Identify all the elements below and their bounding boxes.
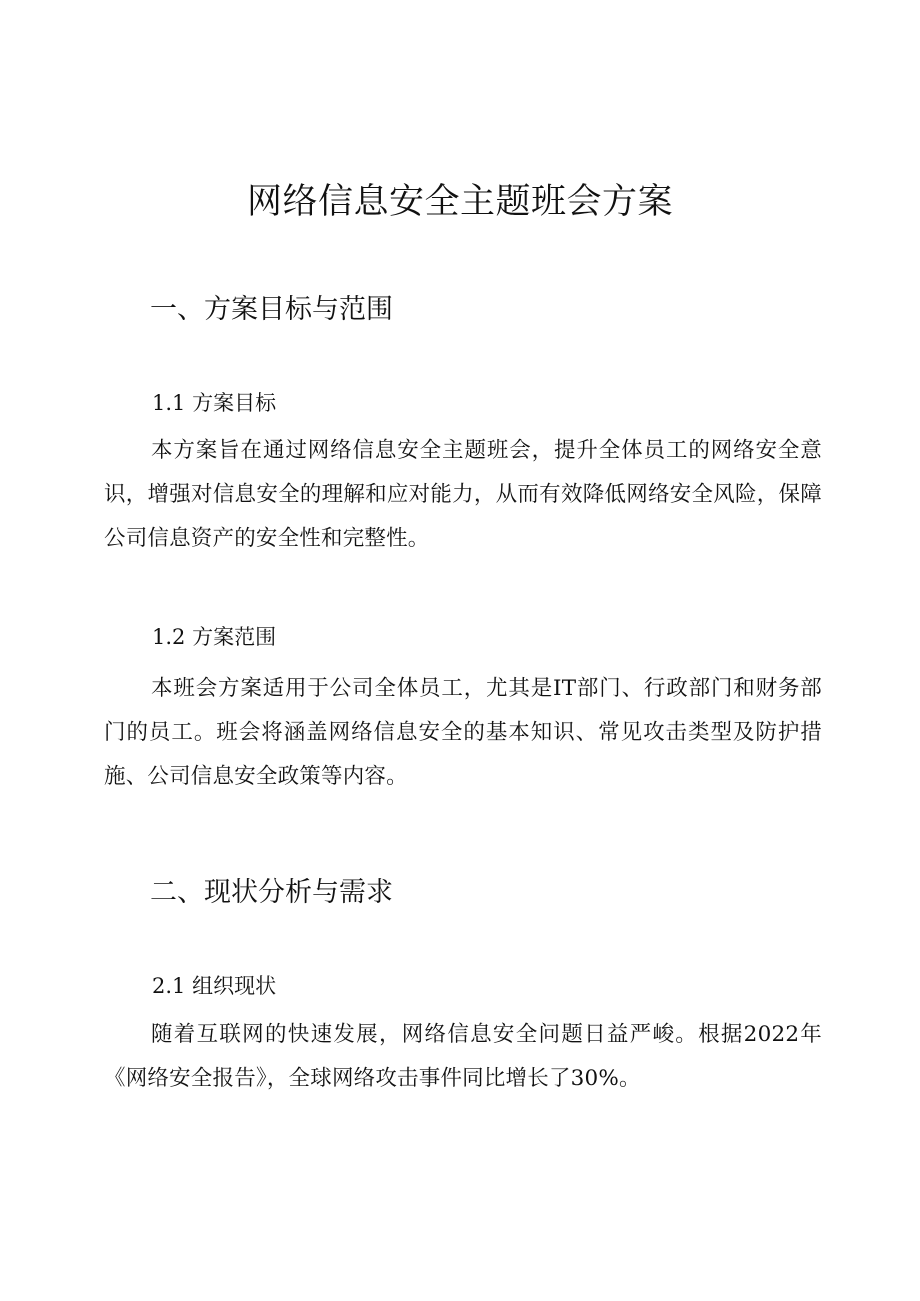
- subsection-heading-2-1: 2.1 组织现状: [152, 974, 277, 998]
- document-title: 网络信息安全主题班会方案: [246, 182, 673, 222]
- section-heading-1: 一、方案目标与范围: [150, 294, 393, 325]
- paragraph-2-1: 随着互联网的快速发展，网络信息安全问题日益严峻。根据2022年《网络安全报告》，全球网络攻击事件同比增长了30%。: [104, 1022, 822, 1091]
- paragraph-1-1: 本方案旨在通过网络信息安全主题班会，提升全体员工的网络安全意识，增强对信息安全的理解和应对能力，从而有效降低网络安全风险，保障公司信息资产的安全性和完整性。: [104, 438, 822, 551]
- subsection-heading-1-1: 1.1 方案目标: [152, 391, 277, 415]
- paragraph-1-2: 本班会方案适用于公司全体员工，尤其是IT部门、行政部门和财务部门的员工。班会将涵盖网络信息安全的基本知识、常见攻击类型及防护措施、公司信息安全政策等内容。: [104, 676, 822, 789]
- section-heading-2: 二、现状分析与需求: [150, 877, 393, 908]
- subsection-heading-1-2: 1.2 方案范围: [152, 625, 277, 649]
